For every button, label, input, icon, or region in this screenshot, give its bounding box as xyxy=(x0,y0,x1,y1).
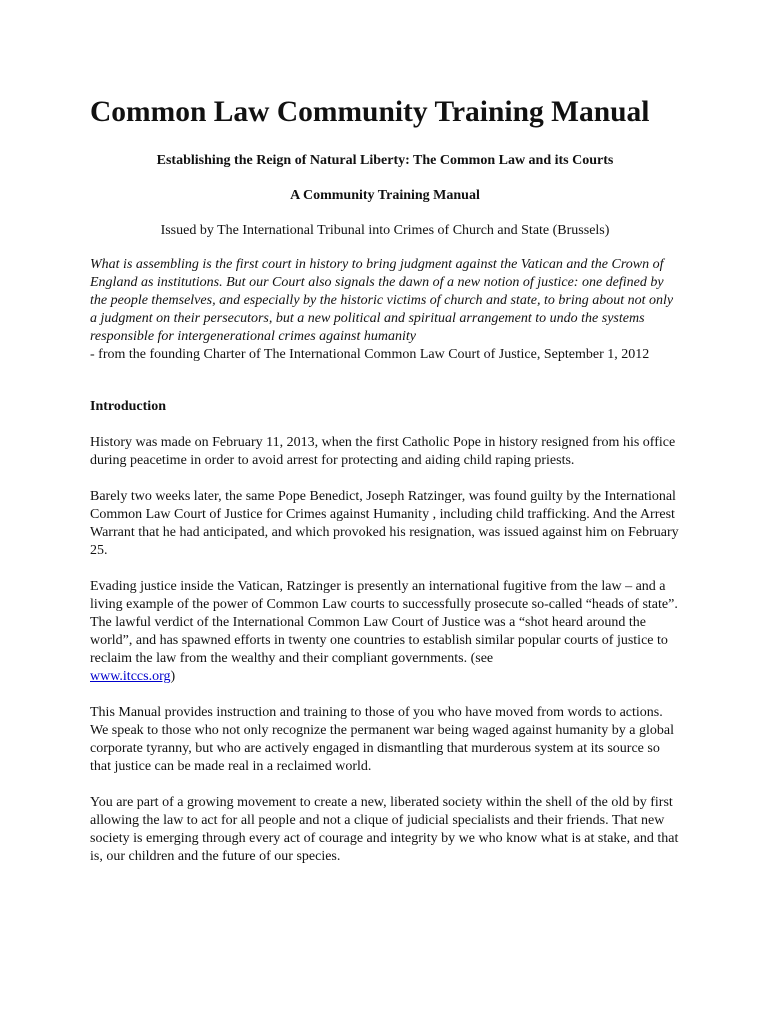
charter-quote xyxy=(90,256,680,364)
document-page xyxy=(90,92,680,866)
issued-by-line: Issued by The International Tribunal into Crimes of Church and State (Brussels) xyxy=(160,223,610,238)
paragraph-1: History was made on February 11, 2013, when the first Catholic Pope in history resigned from his office during peacetime in order to avoid arrest for protecting and aiding child raping priests. xyxy=(90,435,676,468)
paragraph-4-text: The lawful verdict of the International Common Law Court of Justice was a “shot heard around the world”, and has spawned efforts in twenty one countries to establish similar popular courts of justice to reclaim the law from the wealthy and their compliant governments. (see xyxy=(90,615,668,666)
introduction-heading: Introduction xyxy=(90,399,166,414)
document-subtitle: Establishing the Reign of Natural Liberty: The Common Law and its Courts xyxy=(156,153,614,168)
quote-attribution: - from the founding Charter of The International Common Law Court of Justice, September 1, 2012 xyxy=(90,347,650,362)
paragraph-3: Evading justice inside the Vatican, Ratzinger is presently an international fugitive from the law – and a living example of the power of Common Law courts to successfully prosecute so-called “heads of state”. xyxy=(90,579,678,612)
document-subtitle-2: A Community Training Manual xyxy=(290,188,480,203)
quote-text: What is assembling is the first court in history to bring judgment against the Vatican and the Crown of England as institutions. But our Court also signals the dawn of a new notion of justice: one defined by the people themselves, and especially by the historic victims of church and state, to bring about not only a judgment on their persecutors, but a new political and spiritual arrangement to undo the systems responsible for intergenerational crimes against humanity xyxy=(90,257,674,344)
itccs-link[interactable]: www.itccs.org xyxy=(90,669,171,684)
paragraph-4-close: ) xyxy=(170,669,176,684)
paragraph-5: This Manual provides instruction and training to those of you who have moved from words to actions. We speak to those who not only recognize the permanent war being waged against humanity by a global corporate tyranny, but who are actively engaged in dismantling that murderous system at its source so that justice can be made real in a reclaimed world. xyxy=(90,705,674,774)
paragraph-4 xyxy=(90,614,680,686)
paragraph-6: You are part of a growing movement to create a new, liberated society within the shell of the old by first allowing the law to act for all people and not a clique of judicial specialists and their friends. That new society is emerging through every act of courage and integrity by we who know what is at stake, and that is, our children and the future of our species. xyxy=(90,795,679,864)
document-title: Common Law Community Training Manual xyxy=(90,96,650,128)
paragraph-2: Barely two weeks later, the same Pope Benedict, Joseph Ratzinger, was found guilty by the International Common Law Court of Justice for Crimes against Humanity , including child trafficking. And the Arrest Warrant that he had anticipated, and which provoked his resignation, was issued against him on February 25. xyxy=(90,489,679,558)
